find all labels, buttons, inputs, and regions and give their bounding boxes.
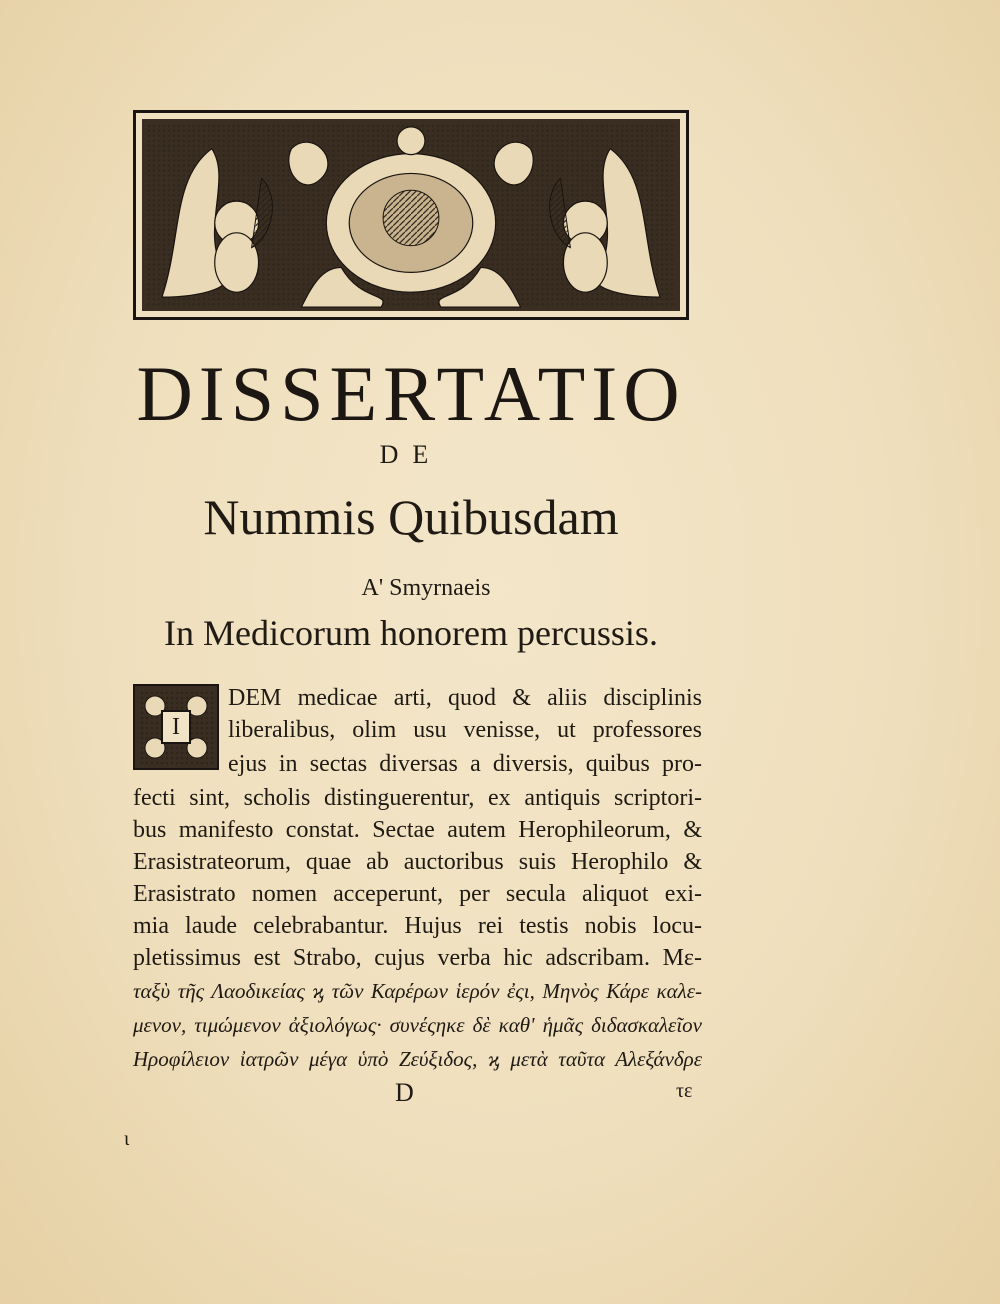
- paragraph-line: DEM medicae arti, quod & aliis disciplinis: [228, 685, 702, 711]
- greek-line: μενον, τιμώμενον ἀξιολόγως· συνέςηκε δὲ καθ' ἡμᾶς διδασκαλεῖον: [133, 1013, 702, 1037]
- greek-line: ταξὺ τῆς Λαοδικείας ϗ τῶν Καρέρων ἱερόν ἐςι, Μηνὸς Κάρε καλε-: [133, 979, 702, 1003]
- greek-line: Ηροφίλειον ἰατρῶν μέγα ὑπὸ Ζεύξιδος, ϗ μετὰ ταῦτα Αλεξάνδρε: [133, 1047, 702, 1071]
- paragraph-line: Erasistrato nomen acceperunt, per secula aliquot exi-: [133, 881, 702, 907]
- paragraph-line: Erasistrateorum, quae ab auctoribus suis Herophilo &: [133, 849, 702, 875]
- paragraph-line: fecti sint, scholis distinguerentur, ex antiquis scriptori-: [133, 785, 702, 811]
- decorated-initial: [133, 684, 219, 770]
- page-title: DISSERTATIO: [136, 350, 686, 437]
- initial-letter: I: [161, 710, 191, 744]
- subtitle-smyrnaeis: A' Smyrnaeis: [361, 575, 491, 601]
- headpiece-engraving-icon: [142, 119, 680, 311]
- paragraph-line: bus manifesto constat. Sectae autem Herophileorum, &: [133, 817, 702, 843]
- paragraph-line: pletissimus est Strabo, cujus verba hic adscribam. Με-: [133, 945, 702, 971]
- subtitle-medicorum: In Medicorum honorem percussis.: [164, 613, 658, 653]
- paragraph-line: mia laude celebrabantur. Hujus rei testis nobis locu-: [133, 913, 702, 939]
- paragraph-line: liberalibus, olim usu venisse, ut professores: [228, 717, 702, 743]
- ornamental-headpiece: [133, 110, 689, 320]
- signature-mark: D: [395, 1078, 414, 1107]
- catchword: τε: [676, 1080, 693, 1102]
- paragraph-line: ejus in sectas diversas a diversis, quibus pro-: [228, 751, 702, 777]
- title-de: DE: [379, 440, 443, 469]
- margin-mark: ι: [124, 1128, 130, 1150]
- subtitle-nummis: Nummis Quibusdam: [203, 489, 619, 545]
